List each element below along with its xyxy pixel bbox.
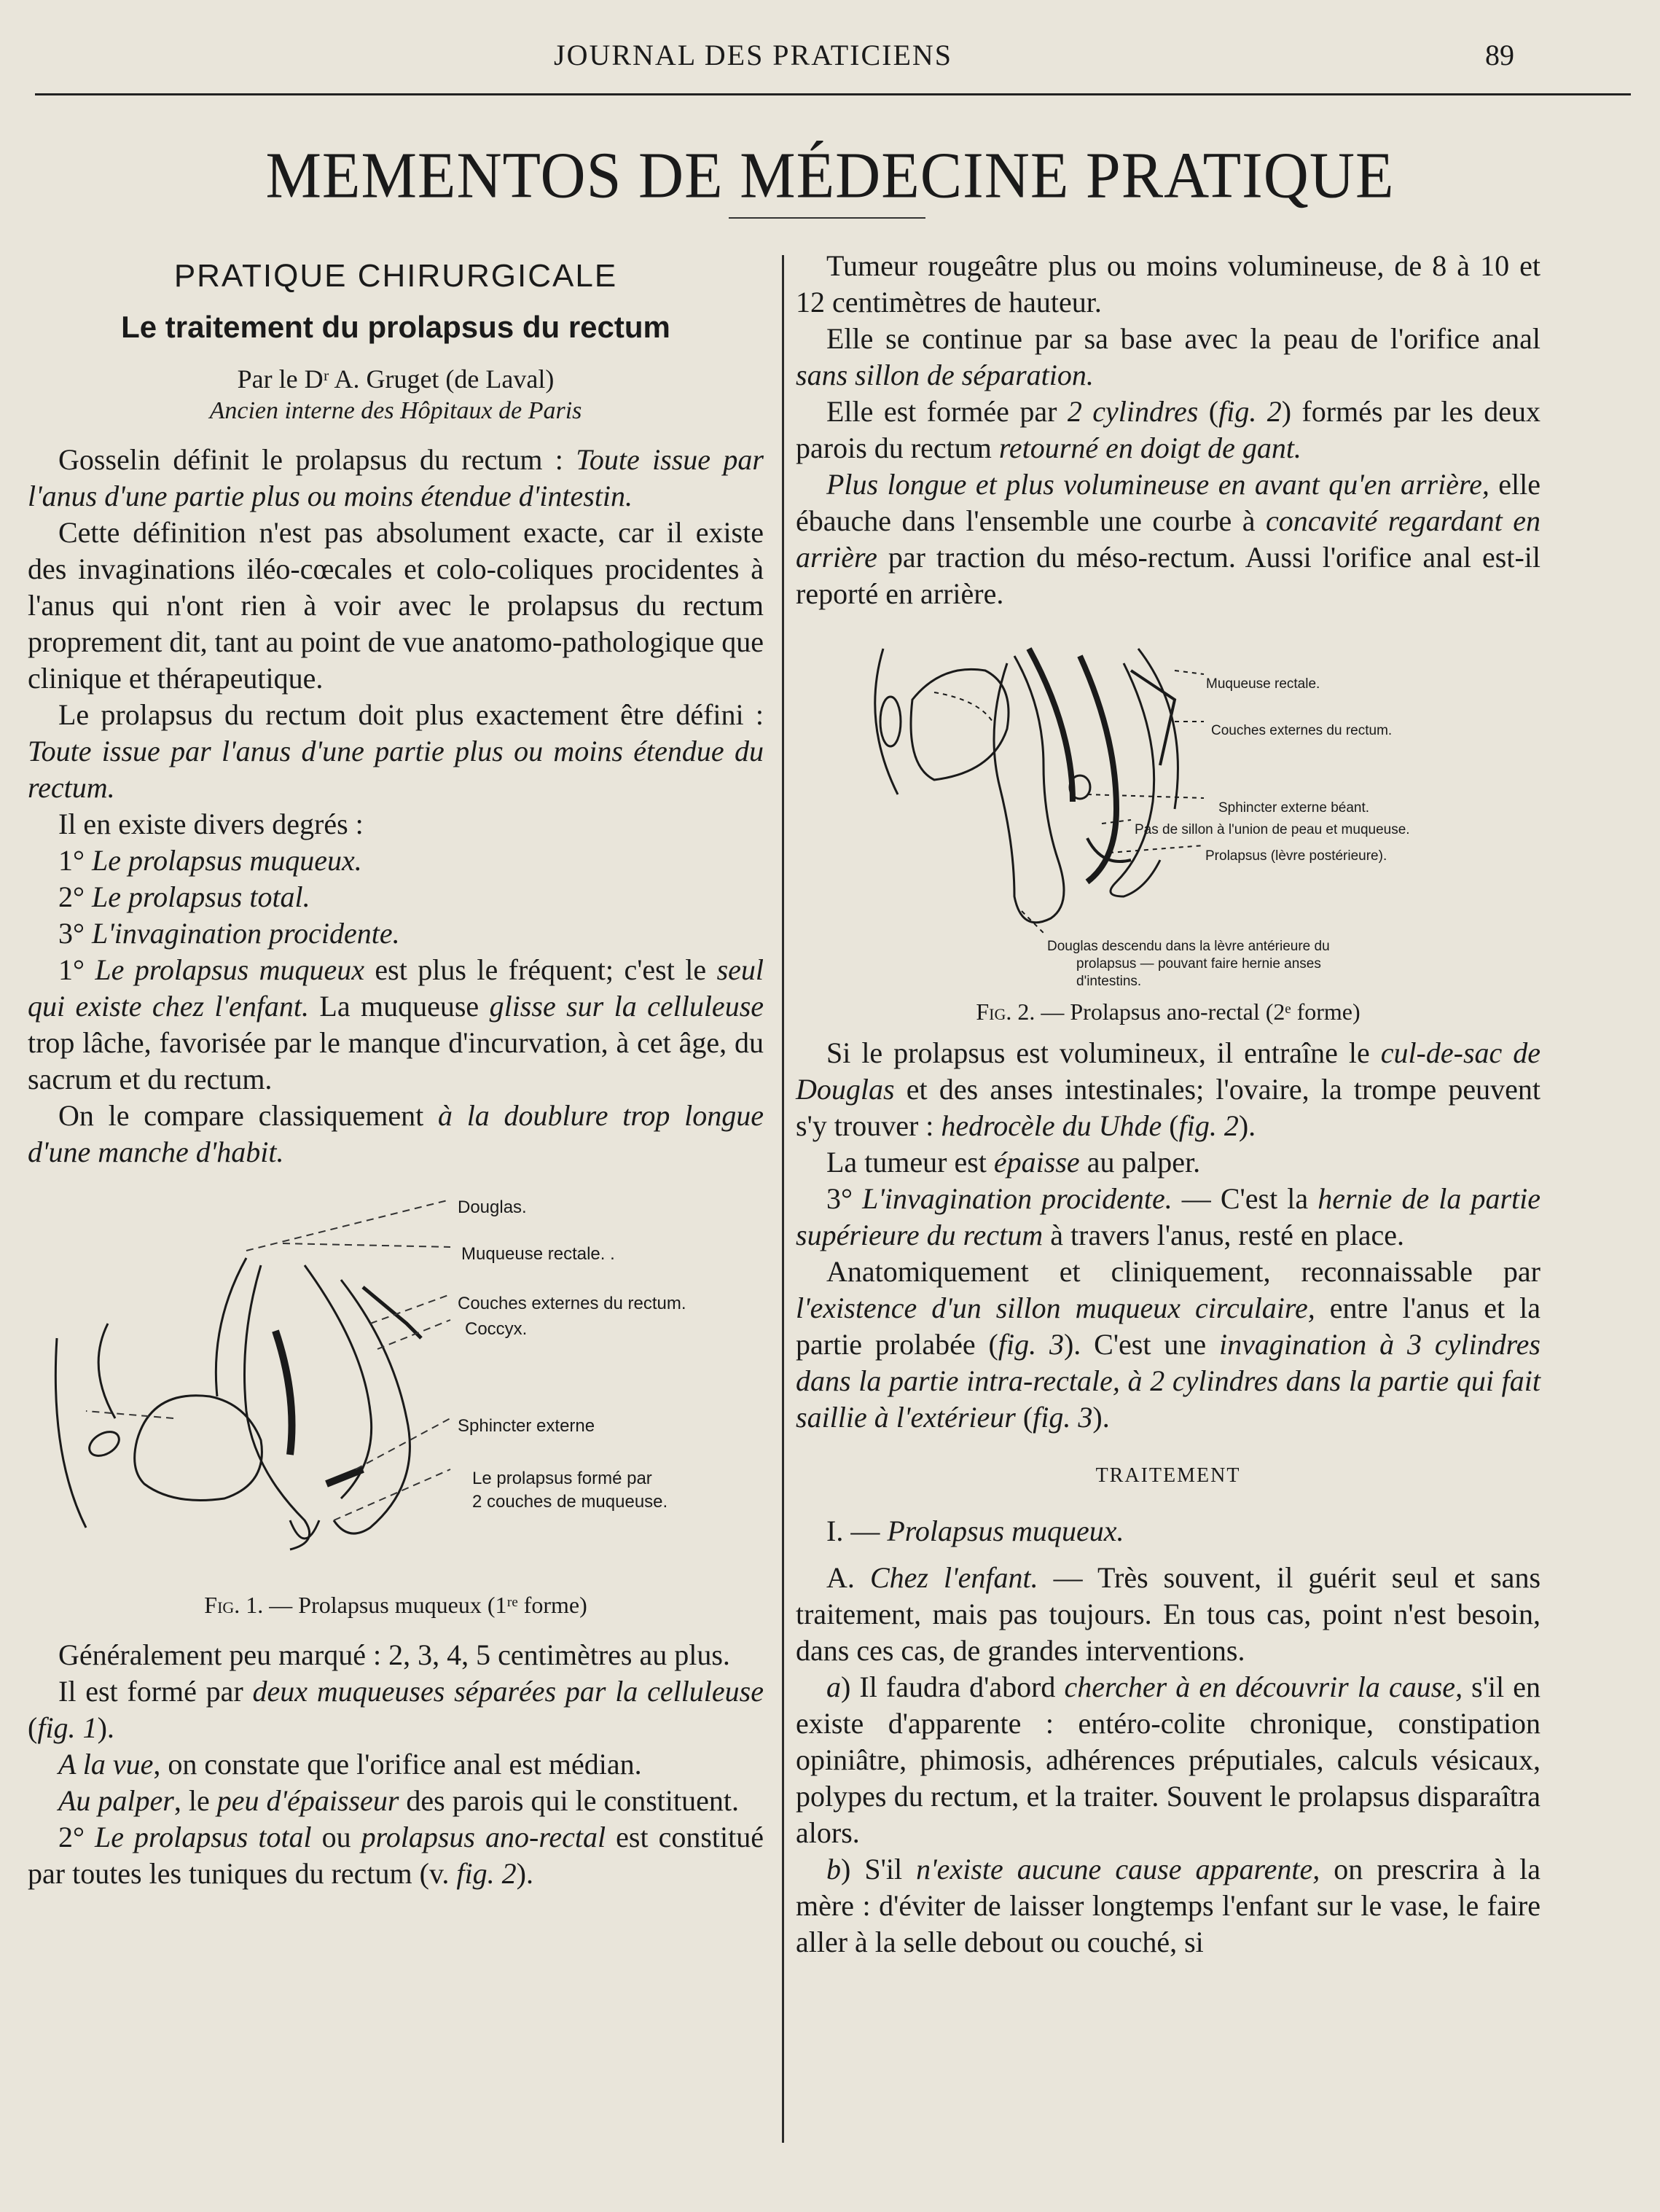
figure-1-label: Sphincter externe (458, 1416, 595, 1436)
figure-2-label: Sphincter externe béant. (1218, 800, 1370, 816)
paragraph: Plus longue et plus volumineuse en avant qu'en arrière, elle ébauche dans l'ensemble une courbe à concavité regardant en arrière par traction du méso-rectum. Aussi l'orifice anal est-il reporté en arrière. (796, 468, 1541, 610)
paragraph: A. Chez l'enfant. — Très souvent, il guérit seul et sans traitement, mais pas toujours. En tous cas, point n'est besoin, dans ces cas, de grandes interventions. (796, 1561, 1541, 1667)
subsection-heading: TRAITEMENT (1095, 1464, 1241, 1487)
paragraph: Gosselin définit le prolapsus du rectum : Toute issue par l'anus d'une partie plus ou moins étendue d'intestin. (28, 443, 764, 512)
paragraph: b) S'il n'existe aucune cause apparente, on prescrira à la mère : d'éviter de laisser longtemps l'enfant sur le vase, le faire aller à la selle debout ou couché, si (796, 1853, 1540, 1958)
list-item: 1° Le prolapsus muqueux. (58, 844, 362, 877)
figure-2-label: Muqueuse rectale. (1206, 676, 1320, 692)
figure-2-label: prolapsus — pouvant faire hernie anses (1076, 956, 1321, 972)
paragraph: A la vue, on constate que l'orifice anal est médian. (58, 1748, 642, 1781)
paragraph: 1° Le prolapsus muqueux est plus le fréquent; c'est le seul qui existe chez l'enfant. La muqueuse glisse sur la celluleuse trop lâche, favorisée par le manque d'incurvation, à cet âge, du sacrum et du rectum. (28, 953, 764, 1095)
figure-1-label: Le prolapsus formé par (472, 1469, 652, 1488)
journal-name: JOURNAL DES PRATICIENS (554, 39, 953, 71)
figure-2-caption: Fig. 2. — Prolapsus ano-rectal (2ᵉ forme) (976, 998, 1361, 1025)
paragraph: Elle se continue par sa base avec la peau de l'orifice anal sans sillon de séparation. (796, 322, 1540, 391)
figure-1-label: Couches externes du rectum. (458, 1294, 686, 1313)
paragraph: Au palper, le peu d'épaisseur des parois qui le constituent. (58, 1784, 739, 1817)
paragraph: 2° Le prolapsus total ou prolapsus ano-rectal est constitué par toutes les tuniques du rectum (v. fig. 2). (28, 1821, 764, 1890)
paragraph: Cette définition n'est pas absolument exacte, car il existe des invaginations iléo-cœcales et colo-coliques procidentes à l'anus qui n'ont rien à voir avec le prolapsus du rectum proprement dit, tant au point de vue anatomo-pathologique que clinique et thérapeutique. (28, 516, 764, 695)
paragraph: Anatomiquement et cliniquement, reconnaissable par l'existence d'un sillon muqueux circulaire, entre l'anus et la partie prolabée (fig. 3). C'est une invagination à 3 cylindres dans la partie intra-rectale, à 2 cylindres dans la partie qui fait saillie à l'extérieur (fig. 3). (796, 1255, 1540, 1434)
figure-2-label: Prolapsus (lèvre postérieure). (1205, 848, 1387, 864)
column-divider (782, 255, 784, 2143)
paragraph: Il est formé par deux muqueuses séparées par la celluleuse (fig. 1). (28, 1675, 764, 1744)
list-item: 3° L'invagination procidente. (58, 917, 400, 950)
paragraph: 3° L'invagination procidente. — C'est la hernie de la partie supérieure du rectum à travers l'anus, resté en place. (796, 1182, 1541, 1251)
figure-1-label: Muqueuse rectale. . (461, 1244, 615, 1264)
paragraph: Si le prolapsus est volumineux, il entraîne le cul-de-sac de Douglas et des anses intestinales; l'ovaire, la trompe peuvent s'y trouver : hedrocèle du Uhde (fig. 2). (796, 1036, 1540, 1142)
figure-1-label: Coccyx. (465, 1319, 528, 1339)
figure-1-label: 2 couches de muqueuse. (472, 1492, 668, 1512)
figure-2-label: Pas de sillon à l'union de peau et muqueuse. (1135, 822, 1410, 837)
author-affiliation: Ancien interne des Hôpitaux de Paris (209, 397, 582, 424)
figure-1 (28, 1178, 764, 1630)
paragraph: On le compare classiquement à la doublure trop longue d'une manche d'habit. (28, 1099, 764, 1168)
left-column (28, 248, 764, 1892)
figure-2-label: d'intestins. (1076, 974, 1142, 989)
paragraph: Tumeur rougeâtre plus ou moins volumineuse, de 8 à 10 et 12 centimètres de hauteur. (796, 249, 1540, 318)
header-rule (35, 93, 1631, 95)
list-item: 2° Le prolapsus total. (58, 880, 310, 913)
figure-1-caption: Fig. 1. — Prolapsus muqueux (1ʳᵉ forme) (204, 1592, 587, 1618)
article-title: Le traitement du prolapsus du rectum (121, 310, 670, 344)
paragraph: a) Il faudra d'abord chercher à en découvrir la cause, s'il en existe d'apparente : entéro-colite chronique, constipation opiniâtre, phimosis, adhérences préputiales, calculs vésicaux, polypes du rectum, et la traiter. Souvent le prolapsus disparaîtra alors. (796, 1670, 1540, 1849)
article-byline: Par le Dʳ A. Gruget (de Laval) (237, 364, 555, 394)
figure-2-label: Couches externes du rectum. (1211, 723, 1393, 738)
figure-1-diagram (28, 1178, 764, 1586)
title-rule (729, 217, 925, 219)
paragraph: Le prolapsus du rectum doit plus exactement être défini : Toute issue par l'anus d'une partie plus ou moins étendue du rectum. (28, 698, 764, 804)
right-column (796, 248, 1540, 1961)
figure-2-label: Douglas descendu dans la lèvre antérieure du (1047, 939, 1330, 954)
section-heading: PRATIQUE CHIRURGICALE (173, 258, 618, 294)
page-title: MEMENTOS DE MÉDECINE PRATIQUE (265, 138, 1395, 212)
page-number: 89 (1485, 39, 1514, 71)
figure-2 (796, 620, 1540, 1028)
figure-1-label: Douglas. (458, 1197, 527, 1217)
subheading: I. — Prolapsus muqueux. (826, 1515, 1124, 1547)
paragraph: La tumeur est épaisse au palper. (826, 1146, 1201, 1179)
running-header (0, 38, 1660, 82)
paragraph: Il en existe divers degrés : (58, 808, 364, 840)
paragraph: Elle est formée par 2 cylindres (fig. 2) formés par les deux parois du rectum retourné en doigt de gant. (796, 395, 1541, 464)
paragraph: Généralement peu marqué : 2, 3, 4, 5 centimètres au plus. (58, 1638, 730, 1671)
